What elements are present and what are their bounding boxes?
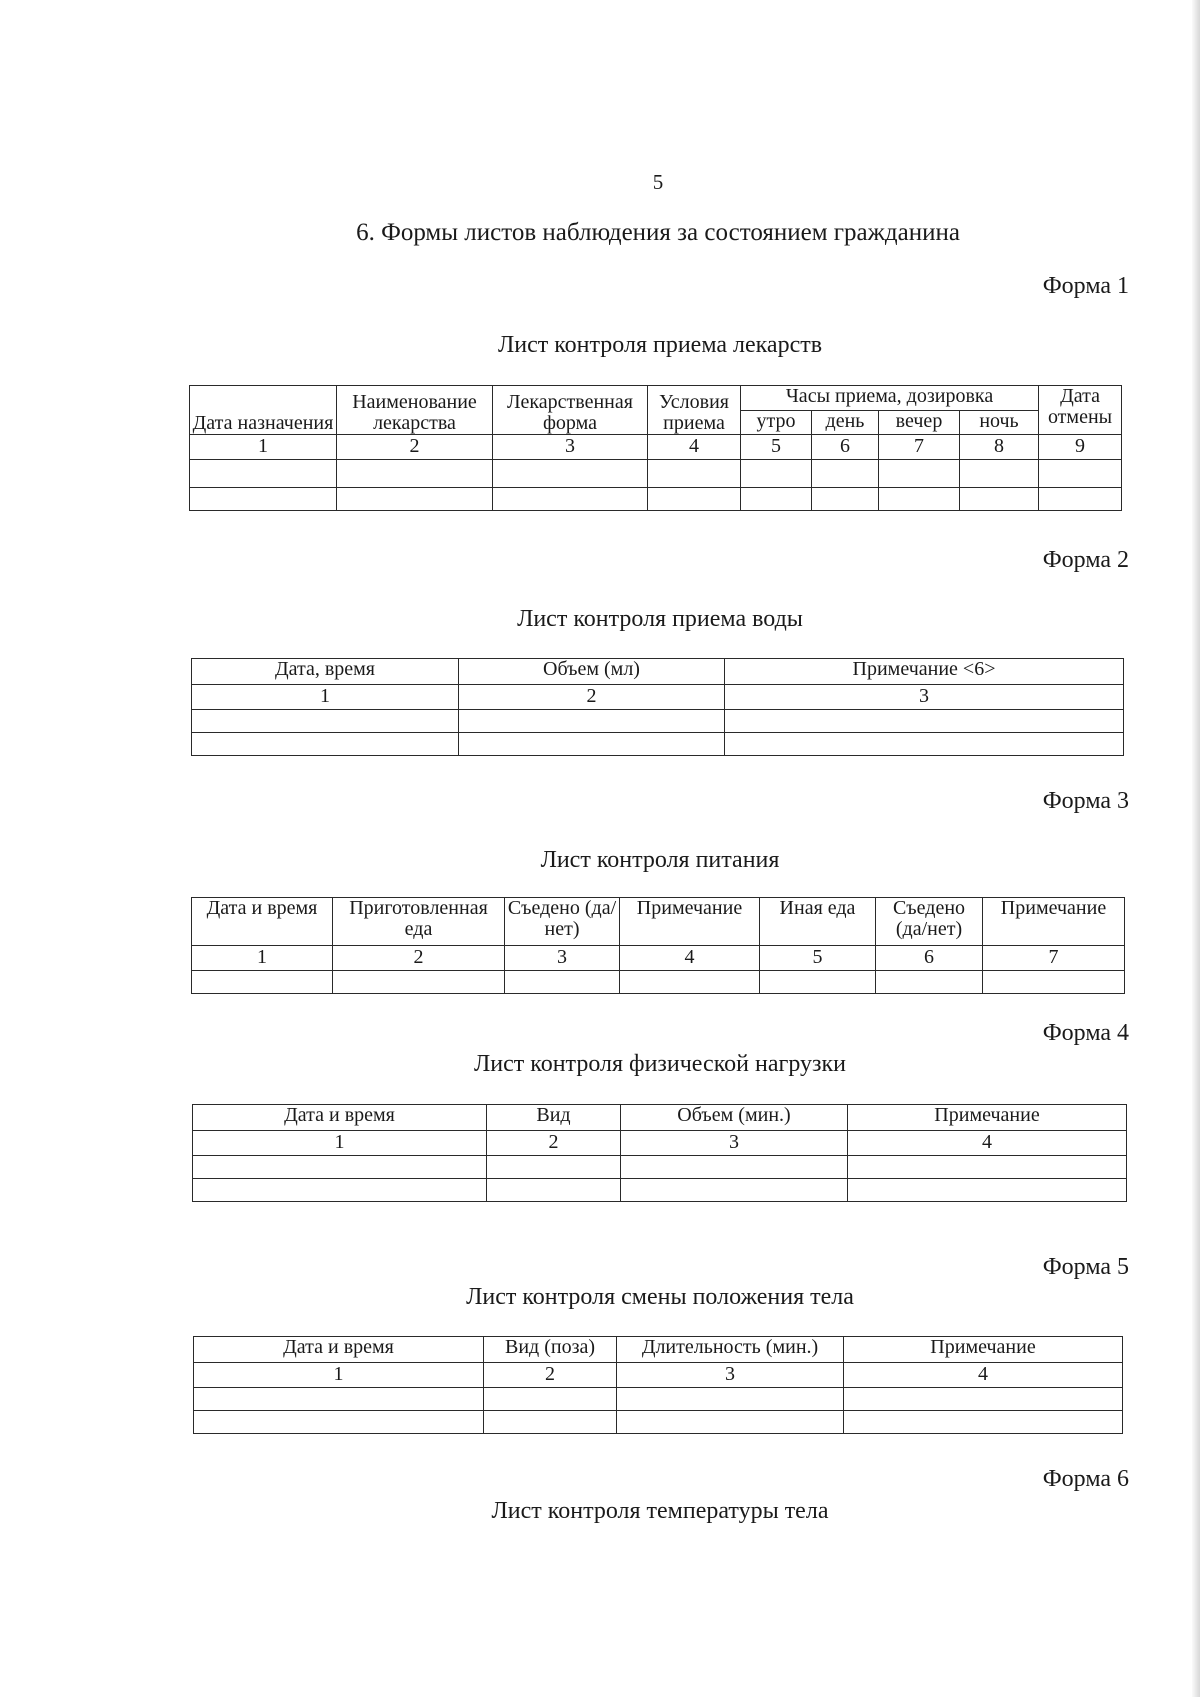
header-morning: утро (741, 410, 812, 435)
header-note: Примечание <6> (725, 659, 1124, 685)
form-3-title: Лист контроля питания (540, 847, 780, 873)
column-number: 9 (1039, 435, 1122, 460)
column-number: 8 (960, 435, 1039, 460)
column-number: 6 (812, 435, 879, 460)
header-drug-name: Наименование лекарства (337, 386, 493, 435)
form-6-title: Лист контроля температуры тела (491, 1498, 829, 1524)
empty-row (194, 1411, 1123, 1434)
empty-row (192, 733, 1124, 756)
column-number: 3 (621, 1131, 848, 1156)
form-5-table (193, 1336, 1123, 1434)
form-5-title: Лист контроля смены положения тела (466, 1284, 854, 1310)
header-other-food: Иная еда (760, 898, 876, 946)
form-1-title: Лист контроля приема лекарств (497, 332, 823, 358)
header-eaten: Съедено (да/нет) (505, 898, 620, 946)
column-number: 3 (725, 685, 1124, 710)
header-note: Примечание (844, 1337, 1123, 1363)
column-number: 1 (192, 685, 459, 710)
form-6-label: Форма 6 (1042, 1466, 1129, 1492)
header-date-time: Дата и время (192, 898, 333, 946)
form-4-table (192, 1104, 1127, 1202)
empty-row (193, 1179, 1127, 1202)
empty-row (190, 460, 1122, 488)
header-date-time: Дата и время (193, 1105, 487, 1131)
form-3-label: Форма 3 (1042, 788, 1129, 814)
column-number: 7 (879, 435, 960, 460)
column-number: 7 (983, 946, 1125, 971)
header-type: Вид (487, 1105, 621, 1131)
column-number: 1 (194, 1363, 484, 1388)
column-number: 2 (337, 435, 493, 460)
column-number: 4 (848, 1131, 1127, 1156)
form-1-label: Форма 1 (1042, 273, 1129, 299)
form-2-title: Лист контроля приема воды (517, 606, 803, 632)
column-number: 3 (505, 946, 620, 971)
section-heading: 6. Формы листов наблюдения за состоянием гражданина (356, 219, 960, 246)
column-number: 1 (190, 435, 337, 460)
header-pose: Вид (поза) (484, 1337, 617, 1363)
form-4-title: Лист контроля физической нагрузки (473, 1051, 846, 1077)
column-number: 1 (193, 1131, 487, 1156)
column-number: 4 (844, 1363, 1123, 1388)
form-2-table (191, 658, 1124, 756)
header-eaten: Съедено (да/нет) (876, 898, 983, 946)
column-number: 5 (760, 946, 876, 971)
header-note: Примечание (848, 1105, 1127, 1131)
empty-row (193, 1156, 1127, 1179)
header-hours-group: Часы приема, дозировка (741, 386, 1039, 411)
header-evening: вечер (879, 410, 960, 435)
column-number: 3 (493, 435, 648, 460)
header-prepared-food: Приготовленная еда (333, 898, 505, 946)
column-number: 3 (617, 1363, 844, 1388)
header-note: Примечание (983, 898, 1125, 946)
page-number: 5 (652, 170, 664, 194)
column-number: 1 (192, 946, 333, 971)
form-5-label: Форма 5 (1042, 1254, 1129, 1280)
form-2-label: Форма 2 (1042, 547, 1129, 573)
header-date-time: Дата, время (192, 659, 459, 685)
column-number: 2 (333, 946, 505, 971)
header-volume: Объем (мин.) (621, 1105, 848, 1131)
column-number: 2 (487, 1131, 621, 1156)
header-volume: Объем (мл) (459, 659, 725, 685)
column-number: 5 (741, 435, 812, 460)
form-4-label: Форма 4 (1042, 1020, 1129, 1046)
header-conditions: Условия приема (648, 386, 741, 435)
header-date-cancel: Дата отмены (1039, 386, 1122, 435)
form-3-table (191, 897, 1125, 994)
header-day: день (812, 410, 879, 435)
form-1-table (189, 385, 1122, 511)
empty-row (190, 488, 1122, 511)
column-number: 4 (648, 435, 741, 460)
header-dosage-form: Лекарственная форма (493, 386, 648, 435)
empty-row (192, 971, 1125, 994)
column-number: 2 (459, 685, 725, 710)
header-night: ночь (960, 410, 1039, 435)
empty-row (194, 1388, 1123, 1411)
header-date-assigned: Дата назначения (190, 386, 337, 435)
header-duration: Длительность (мин.) (617, 1337, 844, 1363)
empty-row (192, 710, 1124, 733)
column-number: 6 (876, 946, 983, 971)
header-note: Примечание (620, 898, 760, 946)
column-number: 2 (484, 1363, 617, 1388)
column-number: 4 (620, 946, 760, 971)
header-date-time: Дата и время (194, 1337, 484, 1363)
